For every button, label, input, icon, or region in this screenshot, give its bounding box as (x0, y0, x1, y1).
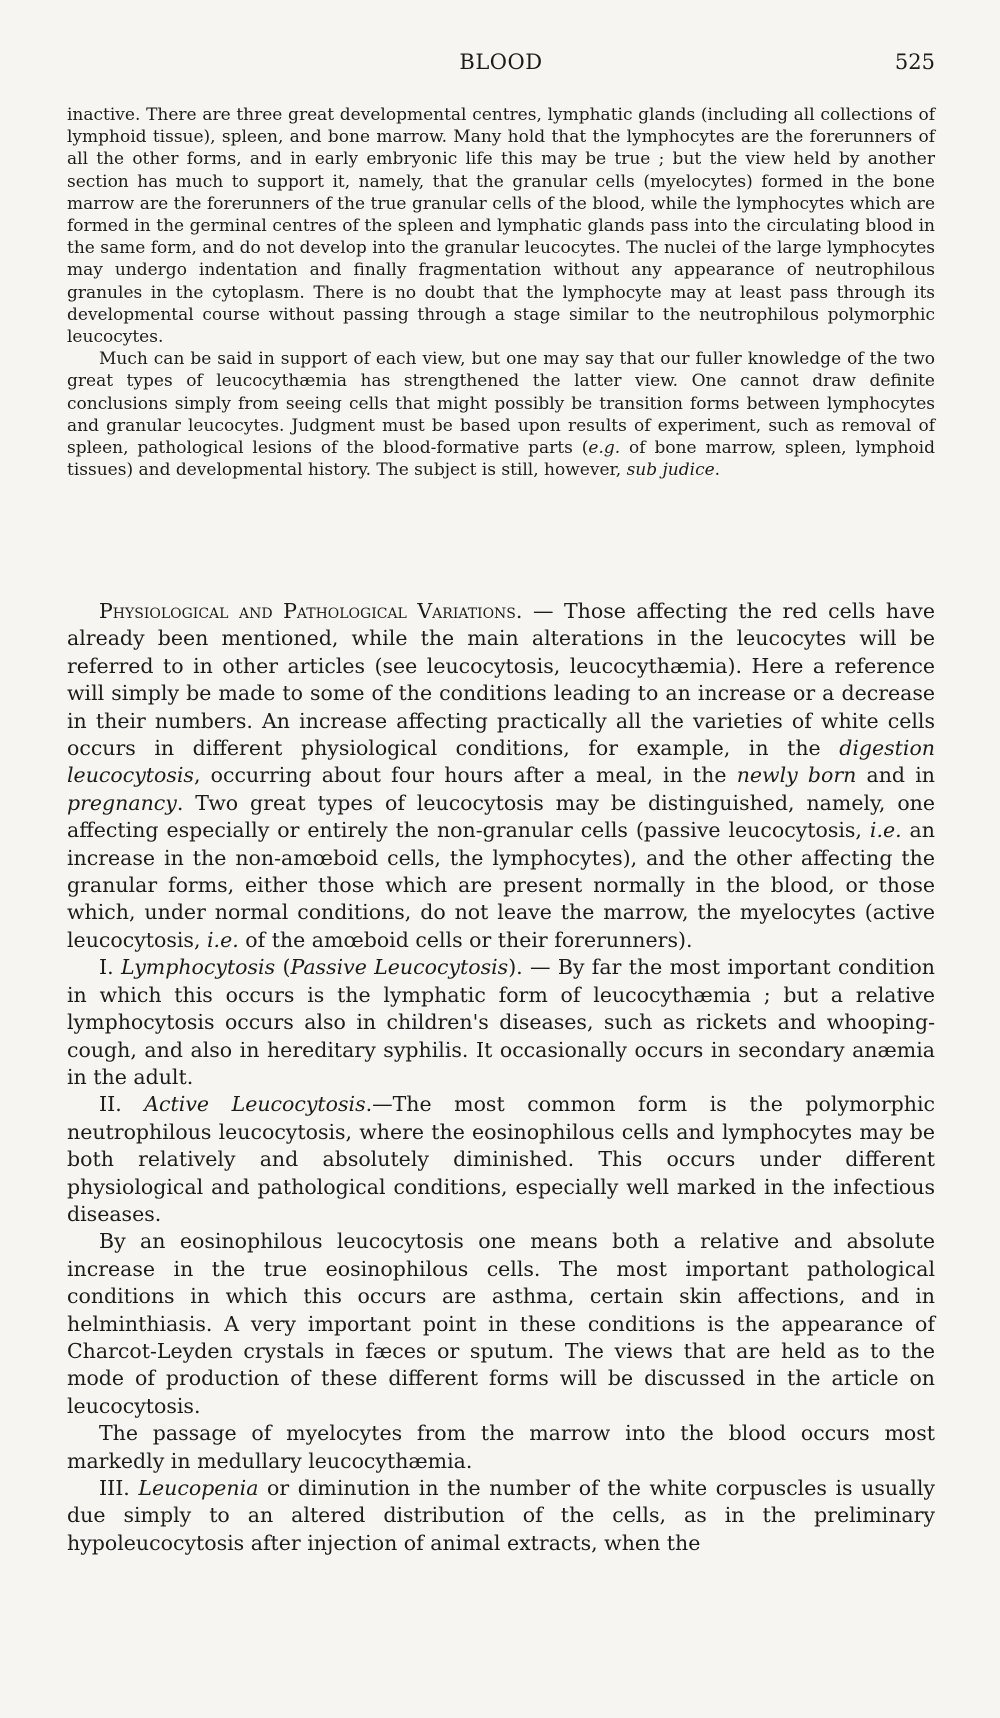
italic-text: Active Leucocytosis (144, 1092, 366, 1117)
paragraph-development-centres (67, 104, 935, 348)
italic-text: e.g. (588, 438, 621, 459)
paragraph-text: I. (99, 955, 121, 980)
paragraph-text: and in (856, 763, 935, 788)
paragraph-text: . (714, 460, 721, 481)
paragraph-leucopenia (67, 1475, 935, 1557)
paragraph-text: ). — By far the most important condition in which this occurs is the lymphatic form of leucocythæmia ; but a relative lymphocytosis occurs also in children's diseases, such as rickets and whooping-cough, and also in hereditary syphilis. It occasionally occurs in secondary anæmia in the adult. (67, 955, 935, 1089)
paragraph-lymphocytosis (67, 954, 935, 1091)
paragraph-text: — Those affecting the red cells have already been mentioned, while the main alterations in the leucocytes will be referred to in other articles (see leucocytosis, leucocythæmia). Here a reference will simply be made to some of the conditions leading to an increase or a decrease in their numbers. An increase affecting practically all the varieties of white cells occurs in different physiological conditions, for example, in the (67, 599, 936, 761)
paragraph-text: , occurring about four hours after a meal, in the (193, 763, 737, 788)
italic-text: sub judice (626, 460, 715, 481)
paragraph-text: of the amœboid cells or their forerunners). (238, 927, 693, 952)
paragraph-text: ( (275, 955, 291, 980)
paragraph-text: . Two great types of leucocytosis may be distinguished, namely, one affecting especially or entirely the non-granular cells (passive leucocytosis, (67, 790, 935, 843)
paragraph-text: inactive. There are three great developmental centres, lymphatic glands (including all collections of lymphoid tissue), spleen, and bone marrow. Many hold that the lymphocytes are the forerunners of all the other forms, and in early embryonic life this may be true ; but the view held by another section has much to support it, namely, that the granular cells (myelocytes) formed in the bone marrow are the forerunners of the true granular cells of the blood, while the lymphocytes which are formed in the germinal centres of the spleen and lymphatic glands pass into the circulating blood in the same form, and do not develop into the granular leucocytes. The nuclei of the large lymphocytes may undergo indentation and finally fragmentation without any appearance of neutrophilous granules in the cytoplasm. There is no doubt that the lymphocyte may at least pass through its developmental course without passing through a stage similar to the neutrophilous polymorphic leucocytes. (67, 105, 935, 348)
paragraph-text: The passage of myelocytes from the marrow into the blood occurs most markedly in medullary leucocythæmia. (67, 1421, 935, 1473)
italic-text: i.e. (207, 927, 239, 952)
paragraph-active-leucocytosis (67, 1091, 935, 1228)
italic-text: Lymphocytosis (120, 955, 276, 980)
italic-text: digestion leucocytosis (67, 736, 935, 788)
paragraph-support-views (67, 348, 935, 481)
book-page (67, 0, 935, 1718)
italic-text: pregnancy (67, 790, 177, 815)
page-title: BLOOD (459, 50, 543, 74)
italic-text: newly born (736, 763, 857, 788)
paragraph-text: III. (99, 1476, 139, 1500)
paragraph-text: or diminution in the number of the white corpuscles is usually due simply to an altered distribution of the cells, as in the preliminary hypoleucocytosis after injection of animal extracts, when the (67, 1476, 935, 1555)
paragraph-variations (67, 598, 935, 954)
large-print-section (67, 598, 935, 1557)
paragraph-text: of bone marrow, spleen, lymphoid tissues) and developmental history. The subject is still, however, (67, 438, 936, 481)
paragraph-text: .—The most common form is the polymorphic neutrophilous leucocytosis, where the eosinophilous cells and lymphocytes may be both relatively and absolutely diminished. This occurs under different physiological and pathological conditions, especially well marked in the infectious diseases. (67, 1092, 935, 1226)
paragraph-eosinophilous (67, 1228, 935, 1420)
paragraph-text: By an eosinophilous leucocytosis one means both a relative and absolute increase in the true eosinophilous cells. The most important pathological conditions in which this occurs are asthma, certain skin affections, and in helminthiasis. A very important point in these conditions is the appearance of Charcot-Leyden crystals in fæces or sputum. The views that are held as to the mode of production of these different forms will be discussed in the article on leucocytosis. (67, 1229, 935, 1418)
paragraph-text: Much can be said in support of each view, but one may say that our fuller knowledge of the two great types of leucocythæmia has strengthened the latter view. One cannot draw definite conclusions simply from seeing cells that might possibly be transition forms between lymphocytes and granular leucocytes. Judgment must be based upon results of experiment, such as removal of spleen, pathological lesions of the blood-formative parts ( (67, 349, 935, 459)
italic-text: Leucopenia (138, 1476, 259, 1500)
italic-text: Passive Leucocytosis (290, 955, 509, 980)
paragraph-text: II. (99, 1092, 145, 1117)
page-number: 525 (894, 50, 935, 74)
section-heading: Physiological and Pathological Variations. (99, 599, 523, 623)
italic-text: i.e. (869, 818, 902, 843)
paragraph-myelocytes (67, 1420, 935, 1475)
paragraph-text: an increase in the non-amœboid cells, the lymphocytes), and the other affecting the granular forms, either those which are present normally in the blood, or those which, under normal conditions, do not leave the marrow, the myelocytes (active leucocytosis, (67, 818, 935, 952)
small-print-section (67, 104, 935, 481)
running-head (67, 50, 935, 80)
